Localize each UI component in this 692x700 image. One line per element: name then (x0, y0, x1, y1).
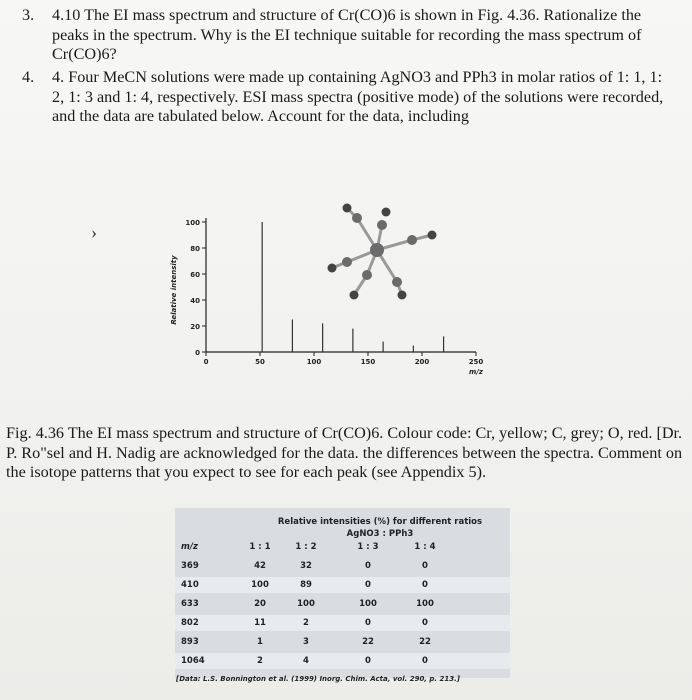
column-header-1-1: 1 : 1 (249, 542, 271, 552)
table-cell: 89 (300, 580, 312, 590)
x-axis-label: m/z (469, 368, 483, 376)
table-cell: 42 (254, 561, 266, 571)
y-tick-label: 40 (190, 297, 200, 305)
table-cell: 100 (416, 599, 434, 609)
table-header-ratio: AgNO3 : PPh3 (346, 529, 414, 539)
column-header-1-2: 1 : 2 (295, 542, 317, 552)
table-cell: 633 (181, 599, 199, 609)
y-tick-label: 20 (190, 323, 200, 331)
table-cell: 100 (297, 599, 315, 609)
table-cell: 22 (419, 637, 431, 647)
table-row (175, 634, 510, 650)
x-tick-label: 0 (203, 358, 209, 366)
table-cell: 893 (181, 637, 199, 647)
table-cell: 0 (422, 580, 428, 590)
column-header-1-3: 1 : 3 (357, 542, 379, 552)
table-cell: 2 (257, 656, 263, 666)
table-cell: 0 (365, 656, 371, 666)
table-cell: 20 (254, 599, 266, 609)
question-3-text: 4.10 The EI mass spectrum and structure of Cr(CO)6 is shown in Fig. 4.36. Rationalize the peaks in the spectrum. Why is the EI technique suitable for recording the mass spectrum of Cr(CO)6? (52, 6, 642, 63)
table-cell: 22 (362, 637, 374, 647)
y-tick-label: 60 (190, 271, 200, 279)
x-tick-label: 250 (468, 358, 484, 366)
table-cell: 32 (300, 561, 312, 571)
table-cell: 100 (251, 580, 269, 590)
esi-data-table (175, 508, 510, 678)
table-row (175, 558, 510, 574)
question-4-text: 4. Four MeCN solutions were made up containing AgNO3 and PPh3 in molar ratios of 1: 1, 1: 2, 1: 3 and 1: 4, respectively. ESI mass spectra (positive mode) of the solutions were recorded, and the data are tabulated below. Account for the data, including (52, 68, 664, 125)
table-row (175, 615, 510, 631)
table-cell: 2 (303, 618, 309, 628)
table-cell: 1 (257, 637, 263, 647)
y-tick-label: 80 (190, 245, 200, 253)
figure-caption: Fig. 4.36 The EI mass spectrum and structure of Cr(CO)6. Colour code: Cr, yellow; C, grey; O, red. [Dr. P. Ro"sel and H. Nadig are acknowledged for the data. the differences between the spectra. Comment on the isotope patterns that you expect to see for each peak (see Appendix 5). (6, 424, 683, 481)
table-cell: 0 (365, 561, 371, 571)
x-tick-label: 100 (306, 358, 322, 366)
table-cell: 100 (359, 599, 377, 609)
table-cell: 11 (254, 618, 266, 628)
table-cell: 1064 (181, 656, 205, 666)
x-tick-label: 200 (414, 358, 430, 366)
cr-co6-structure-icon (322, 200, 452, 310)
table-row (175, 577, 510, 593)
table-cell: 0 (365, 618, 371, 628)
table-cell: 3 (303, 637, 309, 647)
table-cell: 4 (303, 656, 309, 666)
pen-mark: › (91, 222, 97, 242)
table-cell: 369 (181, 561, 199, 571)
x-tick-label: 50 (255, 358, 265, 366)
x-tick-label: 150 (360, 358, 376, 366)
question-3-number: 3. (22, 6, 35, 24)
table-cell: 0 (422, 561, 428, 571)
table-cell: 410 (181, 580, 199, 590)
column-header-1-4: 1 : 4 (414, 542, 436, 552)
table-header-title: Relative intensities (%) for different ratios (277, 517, 483, 527)
table-cell: 0 (422, 618, 428, 628)
question-4-number: 4. (22, 68, 35, 86)
table-column-headers (175, 539, 510, 555)
y-axis-label: Relative intensity (170, 255, 178, 325)
y-tick-label: 0 (195, 349, 200, 357)
column-header-mz: m/z (181, 542, 198, 552)
table-cell: 0 (422, 656, 428, 666)
table-cell: 802 (181, 618, 199, 628)
table-row (175, 653, 510, 669)
table-source: [Data: L.S. Bonnington et al. (1999) Inorg. Chim. Acta, vol. 290, p. 213.] (176, 675, 460, 683)
y-tick-label: 100 (185, 219, 200, 227)
table-cell: 0 (365, 580, 371, 590)
table-row (175, 596, 510, 612)
